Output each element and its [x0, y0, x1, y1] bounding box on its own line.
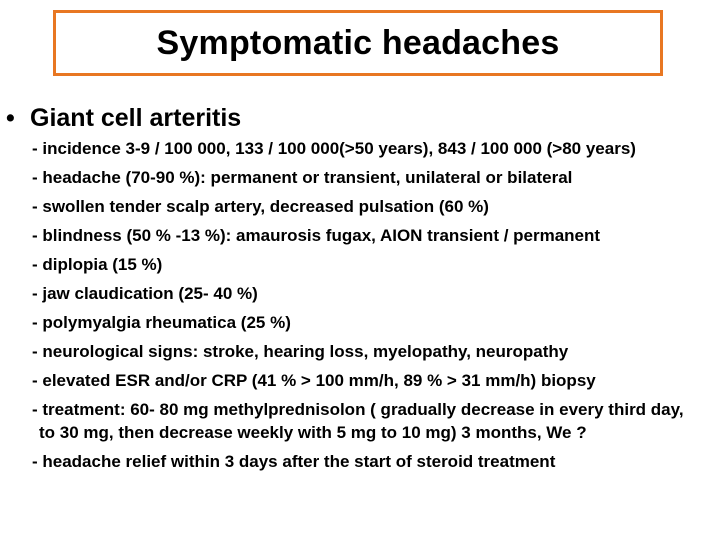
list-item-treatment-continued: to 30 mg, then decrease weekly with 5 mg to 10 mg) 3 months, We ? [39, 422, 587, 442]
list-item-diplopia: - diplopia (15 %) [32, 255, 163, 274]
section-heading [6, 104, 241, 133]
title-box [53, 10, 663, 76]
heading-text: Giant cell arteritis [30, 104, 242, 132]
detail-list [32, 138, 716, 480]
list-item-scalp-artery: - swollen tender scalp artery, decreased pulsation (60 %) [32, 197, 489, 216]
slide-title: Symptomatic headaches [156, 23, 560, 62]
list-item-jaw-claudication: - jaw claudication (25- 40 %) [32, 284, 258, 303]
list-item-incidence: - incidence 3-9 / 100 000, 133 / 100 000(>50 years), 843 / 100 000 (>80 years) [32, 139, 636, 158]
list-item-headache-relief: - headache relief within 3 days after the start of steroid treatment [32, 451, 556, 471]
list-item-headache: - headache (70-90 %): permanent or transient, unilateral or bilateral [32, 168, 573, 187]
bullet-icon: • [6, 104, 15, 132]
list-item-esr-crp: - elevated ESR and/or CRP (41 % > 100 mm/h, 89 % > 31 mm/h) biopsy [32, 371, 596, 390]
list-item-polymyalgia: - polymyalgia rheumatica (25 %) [32, 313, 291, 332]
list-item-treatment: - treatment: 60- 80 mg methylprednisolon ( gradually decrease in every third day, [32, 400, 684, 419]
list-item-blindness: - blindness (50 % -13 %): amaurosis fugax, AION transient / permanent [32, 226, 601, 245]
list-item-neurological-signs: - neurological signs: stroke, hearing loss, myelopathy, neuropathy [32, 342, 569, 361]
